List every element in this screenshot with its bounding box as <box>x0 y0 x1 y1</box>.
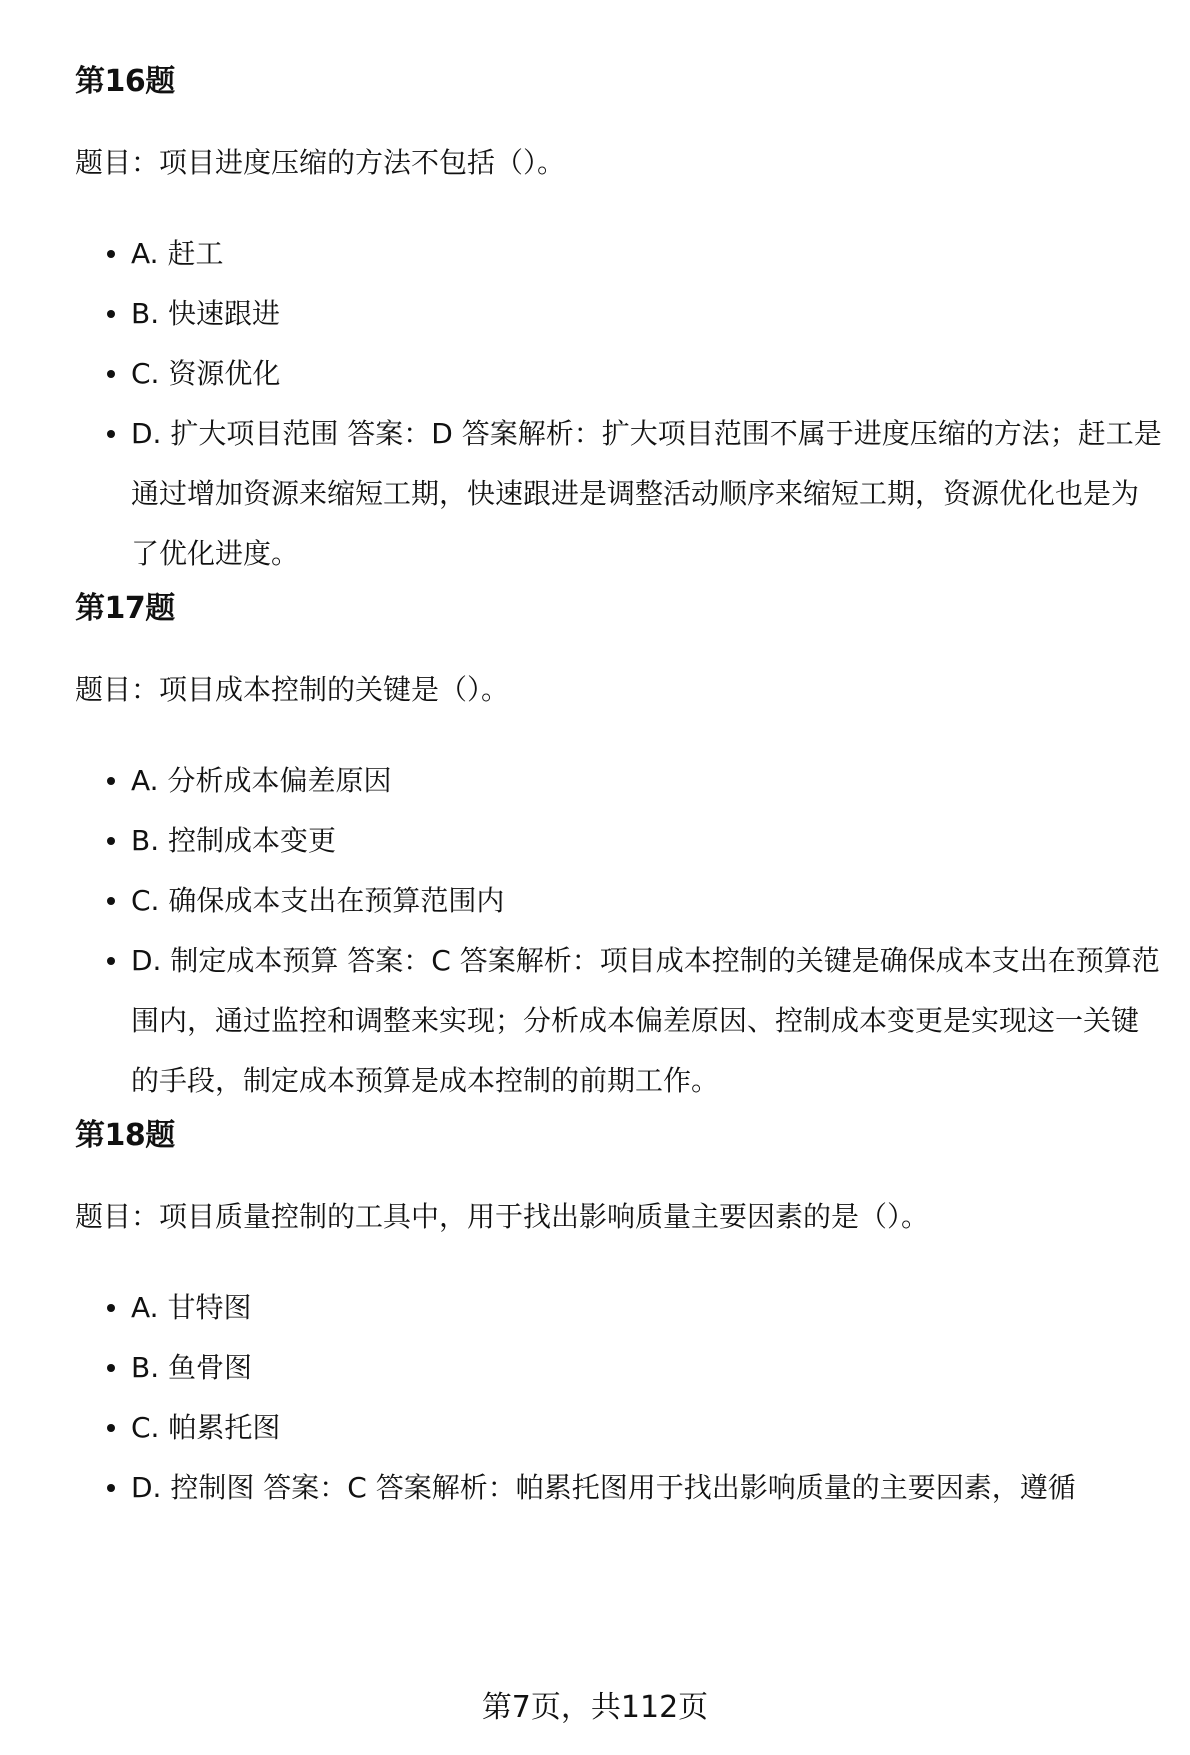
option-text: B. 快速跟进 <box>131 297 281 330</box>
question-stem: 题目：项目成本控制的关键是（）。 <box>75 673 510 706</box>
option-text: D. 扩大项目范围 答案：D 答案解析：扩大项目范围不属于进度压缩的方法；赶工是通过增加资源来缩短工期，快速跟进是调整活动顺序来缩短工期，资源优化也是为了优化进度。 <box>131 417 1162 570</box>
question-17 <box>75 589 1165 1111</box>
option-item <box>75 751 1165 811</box>
option-item <box>75 404 1165 584</box>
option-item <box>75 871 1165 931</box>
bullet-icon <box>107 957 115 965</box>
bullet-icon <box>107 310 115 318</box>
bullet-icon <box>107 1484 115 1492</box>
question-18 <box>75 1116 1165 1518</box>
option-item <box>75 1278 1165 1338</box>
option-text: B. 鱼骨图 <box>131 1351 253 1384</box>
option-text: B. 控制成本变更 <box>131 824 337 857</box>
question-heading: 第17题 <box>75 591 175 626</box>
bullet-icon <box>107 1304 115 1312</box>
page-number: 第7页，共112页 <box>481 1690 709 1725</box>
option-text: C. 资源优化 <box>131 357 281 390</box>
bullet-icon <box>107 897 115 905</box>
option-item <box>75 224 1165 284</box>
question-stem: 题目：项目质量控制的工具中，用于找出影响质量主要因素的是（）。 <box>75 1200 930 1233</box>
option-text: D. 控制图 答案：C 答案解析：帕累托图用于找出影响质量的主要因素，遵循 <box>131 1471 1076 1504</box>
bullet-icon <box>107 250 115 258</box>
option-item <box>75 344 1165 404</box>
option-list <box>75 751 1165 1111</box>
question-heading: 第16题 <box>75 64 175 99</box>
question-16 <box>75 62 1165 584</box>
bullet-icon <box>107 777 115 785</box>
option-item <box>75 1398 1165 1458</box>
question-stem: 题目：项目进度压缩的方法不包括（）。 <box>75 146 566 179</box>
bullet-icon <box>107 837 115 845</box>
option-text: C. 确保成本支出在预算范围内 <box>131 884 505 917</box>
option-text: D. 制定成本预算 答案：C 答案解析：项目成本控制的关键是确保成本支出在预算范围内，通过监控和调整来实现；分析成本偏差原因、控制成本变更是实现这一关键的手段，制定成本预算是成本控制的前期工作。 <box>131 944 1160 1097</box>
option-item <box>75 1458 1165 1518</box>
option-list <box>75 224 1165 584</box>
question-heading: 第18题 <box>75 1118 175 1153</box>
option-item <box>75 931 1165 1111</box>
bullet-icon <box>107 1424 115 1432</box>
option-text: A. 分析成本偏差原因 <box>131 764 392 797</box>
bullet-icon <box>107 430 115 438</box>
option-list <box>75 1278 1165 1518</box>
option-text: A. 甘特图 <box>131 1291 252 1324</box>
option-item <box>75 1338 1165 1398</box>
bullet-icon <box>107 1364 115 1372</box>
option-text: C. 帕累托图 <box>131 1411 281 1444</box>
bullet-icon <box>107 370 115 378</box>
option-text: A. 赶工 <box>131 237 224 270</box>
option-item <box>75 811 1165 871</box>
option-item <box>75 284 1165 344</box>
